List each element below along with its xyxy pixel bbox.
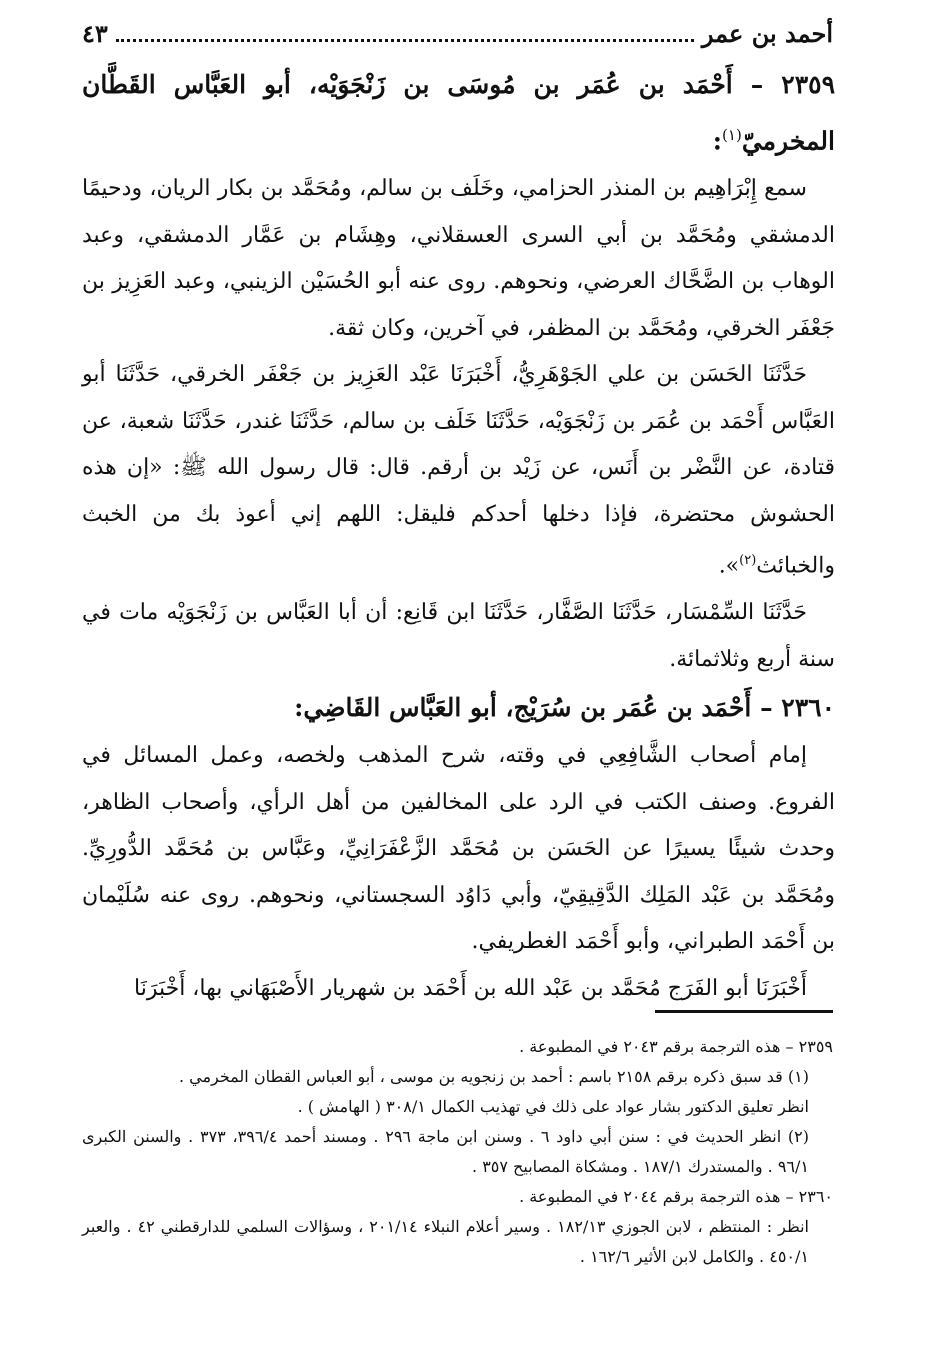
- footnote: ٢٣٥٩ – هذه الترجمة برقم ٢٠٤٣ في المطبوعة .: [519, 1037, 833, 1056]
- hadith-close-quote: ».: [718, 553, 740, 579]
- paragraph: إمام أصحاب الشَّافِعِي في وقته، شرح المذهب ولخصه، وعمل المسائل في الفروع. وصنف الكتب في الرد على المخالفين من أهل الرأي، وأصحاب الظاهر، وحدث شيئًا يسيرًا عن الحَسَن بن مُحَمَّد الزَّعْفَرَانِيِّ، وعَبَّاس بن مُحَمَّد الدُّورِيِّ. ومُحَمَّد بن عَبْد المَلِك الدَّقِيقِيّ، وأبي دَاوُد السجستاني، ونحوهم. روى عنه سُلَيْمان بن أَحْمَد الطبراني، وأبو أَحْمَد الغطريفي.: [82, 743, 835, 955]
- entry-title-colon: :: [712, 126, 723, 156]
- hadith-paragraph: [82, 352, 835, 590]
- footnotes: [82, 1032, 833, 1272]
- main-text: [82, 60, 835, 1012]
- footnote: (١) قد سبق ذكره برقم ٢١٥٨ باسم : أحمد بن زنجويه بن موسى ، أبو العباس القطان المخرمي .: [178, 1067, 809, 1086]
- footnote-marker: (٢): [739, 553, 757, 569]
- hadith-text: حَدَّثَنَا الحَسَن بن علي الجَوْهَرِيُّ، أَخْبَرَنَا عَبْد العَزِيز بن جَعْفَر الخرقي، حَدَّثَنَا أبو العَبَّاس أَحْمَد بن عُمَر بن زَنْجَوَيْه، حَدَّثَنَا خَلَف بن سالم، حَدَّثَنَا غندر، حَدَّثَنَا شعبة، عن قتادة، عن النَّضْر بن أَنَس، عن زَيْد بن أرقم. قال: قال رسول الله ﷺ: «إن هذه الحشوش محتضرة، فإذا دخلها أحدكم فليقل: اللهم إني أعوذ بك من الخبث والخبائث: [82, 362, 835, 579]
- footnote-marker: (١): [722, 126, 742, 144]
- footnote: ٢٣٦٠ – هذه الترجمة برقم ٢٠٤٤ في المطبوعة .: [519, 1187, 833, 1206]
- page-number: ٤٣: [82, 19, 108, 48]
- leader-dots: [116, 31, 694, 42]
- footnote: انظر : المنتظم ، لابن الجوزي ١٨٢/١٣ . وسير أعلام النبلاء ٢٠١/١٤ ، وسؤالات السلمي للدارقطني ٤٢ . والعبر ٤٥٠/١ . والكامل لابن الأثير ١٦٢/٦ .: [82, 1217, 810, 1266]
- running-header: [82, 18, 833, 50]
- footnote: انظر تعليق الدكتور بشار عواد على ذلك في تهذيب الكمال ٣٠٨/١ ( الهامش ) .: [297, 1097, 809, 1116]
- paragraph: أَخْبَرَنَا أبو الفَرَج مُحَمَّد بن عَبْد الله بن أَحْمَد بن شهريار الأَصْبَهَاني بها، أَخْبَرَنَا: [134, 975, 807, 1001]
- entry-title-2360: ٢٣٦٠ – أَحْمَد بن عُمَر بن سُرَيْج، أبو العَبَّاس القَاضِي:: [294, 693, 835, 723]
- running-title: أحمد بن عمر: [701, 19, 833, 48]
- entry-title-2359: [82, 60, 835, 166]
- paragraph: حَدَّثَنَا السِّمْسَار، حَدَّثَنَا الصَّفَّار، حَدَّثَنَا ابن قَانِع: أن أبا العَبَّاس بن زَنْجَوَيْه مات في سنة أربع وثلاثمائة.: [82, 600, 835, 672]
- paragraph: سمع إِبْرَاهِيم بن المنذر الحزامي، وخَلَف بن سالم، ومُحَمَّد بن بكار الريان، ودحيمًا الدمشقي ومُحَمَّد بن أبي السرى العسقلاني، وهِشَام بن عَمَّار الدمشقي، وعبد الوهاب بن الضَّحَّاك العرضي، ونحوهم. روى عنه أبو الحُسَيْن الزينبي، وعبد العَزِيز بن جَعْفَر الخرقي، ومُحَمَّد بن المظفر، في آخرين، وكان ثقة.: [82, 176, 835, 341]
- entry-title-text: ٢٣٥٩ – أَحْمَد بن عُمَر بن مُوسَى بن زَنْجَوَيْه، أبو العَبَّاس القَطَّان المخرميّ: [82, 70, 835, 156]
- footnote: (٢) انظر الحديث في : سنن أبي داود ٦ . وسنن ابن ماجة ٢٩٦ . ومسند أحمد ٣٩٦/٤، ٣٧٣ . والسنن الكبرى ٩٦/١ . والمستدرك ١٨٧/١ . ومشكاة المصابيح ٣٥٧ .: [82, 1127, 809, 1176]
- footnote-divider: [655, 1010, 833, 1013]
